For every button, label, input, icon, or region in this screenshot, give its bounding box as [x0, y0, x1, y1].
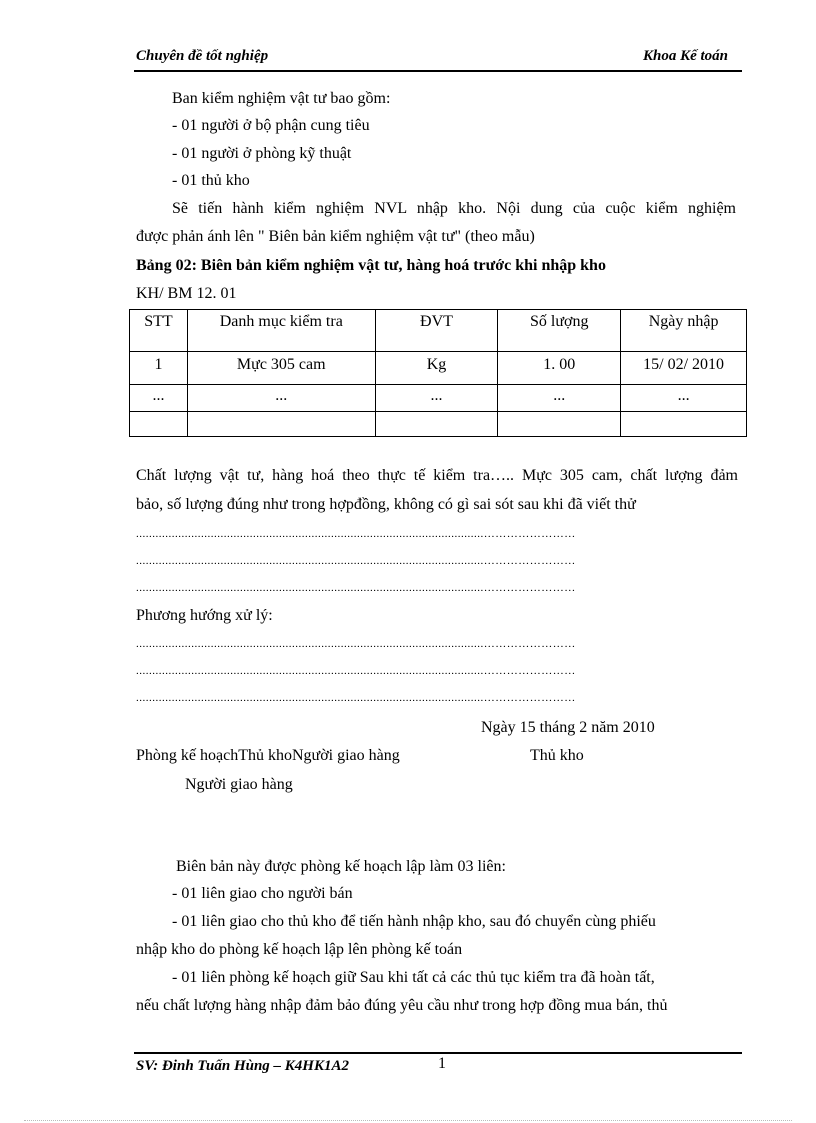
table-header-cell: ĐVT — [375, 310, 498, 352]
table-cell — [130, 412, 188, 437]
footer-rule — [134, 1052, 742, 1054]
table-header-row — [130, 310, 747, 352]
table-cell: ... — [187, 385, 375, 412]
table-row — [130, 385, 747, 412]
table-cell: 15/ 02/ 2010 — [621, 352, 747, 385]
table-cell: ... — [621, 385, 747, 412]
table-row — [130, 412, 747, 437]
table-cell: 1. 00 — [498, 352, 621, 385]
copies-item: - 01 liên giao cho người bán — [172, 885, 353, 902]
table-cell: Kg — [375, 352, 498, 385]
table-row — [130, 352, 747, 385]
signature-line: Phòng kế hoạchThủ khoNgười giao hàng — [136, 747, 400, 764]
intro-paragraph-line: được phản ánh lên " Biên bản kiểm nghiệm vật tư" (theo mẫu) — [136, 228, 535, 245]
inspection-table — [129, 309, 747, 437]
table-cell: ... — [375, 385, 498, 412]
copies-item-continued: nhập kho do phòng kế hoạch lập lên phòng kế toán — [136, 941, 463, 958]
copies-item: - 01 liên giao cho thủ kho để tiến hành nhập kho, sau đó chuyển cùng phiếu — [172, 913, 656, 930]
direction-label: Phương hướng xử lý: — [136, 607, 273, 624]
table-header-cell: Danh mục kiểm tra — [187, 310, 375, 352]
form-code: KH/ BM 12. 01 — [136, 285, 237, 302]
dotted-line: ...........................................................................................................…………………… — [136, 528, 576, 540]
copies-intro: Biên bản này được phòng kế hoạch lập làm 03 liên: — [176, 858, 506, 875]
copies-item-continued: nếu chất lượng hàng nhập đảm bảo đúng yêu cầu như trong hợp đồng mua bán, thủ — [136, 997, 668, 1014]
table-header-cell: STT — [130, 310, 188, 352]
table-cell — [621, 412, 747, 437]
header-left: Chuyên đề tốt nghiệp — [136, 48, 269, 64]
table-cell: ... — [130, 385, 188, 412]
copies-item: - 01 liên phòng kế hoạch giữ Sau khi tất cả các thủ tục kiểm tra đã hoàn tất, — [172, 969, 655, 986]
table-cell: 1 — [130, 352, 188, 385]
table-header-cell: Ngày nhập — [621, 310, 747, 352]
signature-storekeeper: Thủ kho — [530, 747, 584, 764]
dotted-line: ...........................................................................................................…………………… — [136, 665, 576, 677]
page-bottom-border — [24, 1120, 792, 1121]
member-item: - 01 người ở phòng kỹ thuật — [172, 145, 352, 162]
quality-line: bảo, số lượng đúng như trong hợpđồng, không có gì sai sót sau khi đã viết thử — [136, 496, 636, 513]
dotted-line: ...........................................................................................................…………………… — [136, 555, 576, 567]
table-cell — [498, 412, 621, 437]
table-cell: Mực 305 cam — [187, 352, 375, 385]
signature-deliverer: Người giao hàng — [185, 776, 293, 793]
table-title: Bảng 02: Biên bản kiểm nghiệm vật tư, hàng hoá trước khi nhập kho — [136, 257, 606, 274]
member-item: - 01 thủ kho — [172, 172, 250, 189]
footer-author: SV: Đinh Tuấn Hùng – K4HK1A2 — [136, 1058, 349, 1074]
dotted-line: ...........................................................................................................…………………… — [136, 582, 576, 594]
table-cell — [375, 412, 498, 437]
member-item: - 01 người ở bộ phận cung tiêu — [172, 117, 370, 134]
dotted-line: ...........................................................................................................…………………… — [136, 692, 576, 704]
date-line: Ngày 15 tháng 2 năm 2010 — [481, 719, 655, 736]
table-cell: ... — [498, 385, 621, 412]
header-rule — [134, 70, 742, 72]
table-header-cell: Số lượng — [498, 310, 621, 352]
quality-line: Chất lượng vật tư, hàng hoá theo thực tế kiểm tra….. Mực 305 cam, chất lượng đảm — [136, 467, 738, 484]
inspection-board-heading: Ban kiểm nghiệm vật tư bao gồm: — [172, 90, 391, 107]
dotted-line: ...........................................................................................................…………………… — [136, 638, 576, 650]
page-number: 1 — [438, 1055, 446, 1072]
intro-paragraph-line: Sẽ tiến hành kiểm nghiệm NVL nhập kho. Nội dung của cuộc kiểm nghiệm — [172, 200, 736, 217]
table-cell — [187, 412, 375, 437]
header-right: Khoa Kế toán — [642, 48, 728, 64]
